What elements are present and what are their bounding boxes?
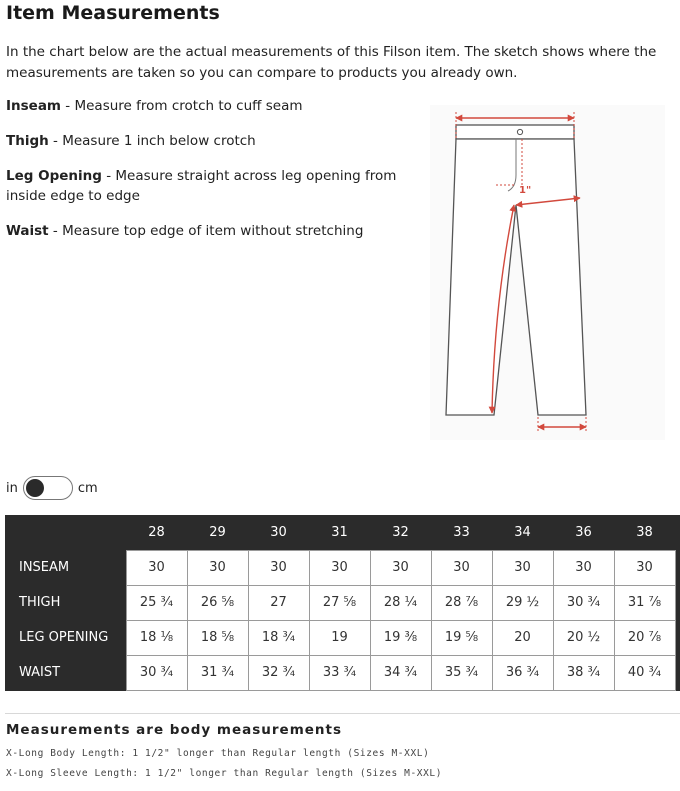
table-cell: 19 ⅜ [370, 620, 431, 655]
definition-term: Leg Opening [6, 168, 102, 184]
definition-waist [6, 221, 426, 241]
table-cell: 30 [309, 550, 370, 585]
table-cell: 32 ¾ [248, 655, 309, 690]
table-cell: 30 [553, 550, 614, 585]
table-cell: 31 ⅞ [614, 585, 675, 620]
table-cell: 28 ¼ [370, 585, 431, 620]
size-header: 36 [553, 515, 614, 550]
table-cell: 20 ⅞ [614, 620, 675, 655]
size-header-row [5, 515, 675, 550]
size-header: 34 [492, 515, 553, 550]
table-cell: 40 ¾ [614, 655, 675, 690]
definition-text: - Measure from crotch to cuff seam [61, 98, 303, 114]
table-cell: 19 ⅝ [431, 620, 492, 655]
table-row-waist [5, 655, 675, 690]
table-cell: 36 ¾ [492, 655, 553, 690]
table-cell: 25 ¾ [126, 585, 187, 620]
unit-switch-knob[interactable] [26, 479, 44, 497]
table-cell: 30 [492, 550, 553, 585]
size-header: 33 [431, 515, 492, 550]
waistband-outline [456, 125, 574, 139]
table-cell: 30 [187, 550, 248, 585]
pants-sketch [430, 105, 665, 440]
table-cell: 31 ¾ [187, 655, 248, 690]
measurement-table-container [5, 515, 680, 691]
table-row-leg-opening [5, 620, 675, 655]
size-header: 29 [187, 515, 248, 550]
row-label: INSEAM [5, 550, 126, 585]
size-header: 31 [309, 515, 370, 550]
size-header: 38 [614, 515, 675, 550]
unit-label-cm[interactable]: cm [77, 480, 98, 496]
table-row-thigh [5, 585, 675, 620]
row-label: LEG OPENING [5, 620, 126, 655]
definition-inseam [6, 96, 426, 116]
table-cell: 19 [309, 620, 370, 655]
section-divider [5, 713, 680, 714]
size-header: 28 [126, 515, 187, 550]
page-title: Item Measurements [6, 2, 220, 24]
unit-toggle [6, 476, 98, 500]
thigh-offset-label: 1" [519, 185, 532, 196]
table-cell: 29 ½ [492, 585, 553, 620]
table-cell: 20 ½ [553, 620, 614, 655]
table-cell: 30 [126, 550, 187, 585]
size-header: 32 [370, 515, 431, 550]
note-line: X-Long Sleeve Length: 1 1/2" longer than Regular length (Sizes M-XXL) [6, 768, 443, 779]
table-cell: 30 ¾ [126, 655, 187, 690]
definition-term: Thigh [6, 133, 49, 149]
definition-term: Inseam [6, 98, 62, 114]
note-line: X-Long Body Length: 1 1/2" longer than Regular length (Sizes M-XXL) [6, 748, 430, 759]
table-cell: 35 ¾ [431, 655, 492, 690]
definitions-list [6, 96, 426, 256]
definition-text: - Measure straight across leg opening from inside edge to edge [6, 168, 397, 204]
definition-term: Waist [6, 223, 49, 239]
table-cell: 34 ¾ [370, 655, 431, 690]
unit-label-in[interactable]: in [6, 480, 18, 496]
table-cell: 18 ¾ [248, 620, 309, 655]
table-cell: 27 ⅝ [309, 585, 370, 620]
intro-text: In the chart below are the actual measurements of this Filson item. The sketch shows where the measurements are taken so you can compare to products you already own. [6, 44, 657, 81]
table-cell: 30 [614, 550, 675, 585]
measurement-table [5, 515, 676, 691]
table-cell: 38 ¾ [553, 655, 614, 690]
table-cell: 30 [431, 550, 492, 585]
row-label: WAIST [5, 655, 126, 690]
notes-title: Measurements are body measurements [6, 722, 343, 738]
table-cell: 20 [492, 620, 553, 655]
table-cell: 28 ⅞ [431, 585, 492, 620]
table-cell: 26 ⅝ [187, 585, 248, 620]
table-corner [5, 515, 126, 550]
table-cell: 18 ⅝ [187, 620, 248, 655]
table-row-inseam [5, 550, 675, 585]
pants-sketch-drawing [430, 105, 665, 440]
table-cell: 30 ¾ [553, 585, 614, 620]
table-cell: 30 [248, 550, 309, 585]
definition-text: - Measure top edge of item without stretching [48, 223, 364, 239]
button-icon [517, 129, 522, 134]
table-cell: 27 [248, 585, 309, 620]
definition-leg-opening [6, 166, 426, 206]
table-cell: 18 ⅛ [126, 620, 187, 655]
size-header: 30 [248, 515, 309, 550]
table-cell: 30 [370, 550, 431, 585]
definition-thigh [6, 131, 426, 151]
definition-text: - Measure 1 inch below crotch [48, 133, 256, 149]
row-label: THIGH [5, 585, 126, 620]
unit-switch[interactable] [23, 476, 73, 500]
table-cell: 33 ¾ [309, 655, 370, 690]
